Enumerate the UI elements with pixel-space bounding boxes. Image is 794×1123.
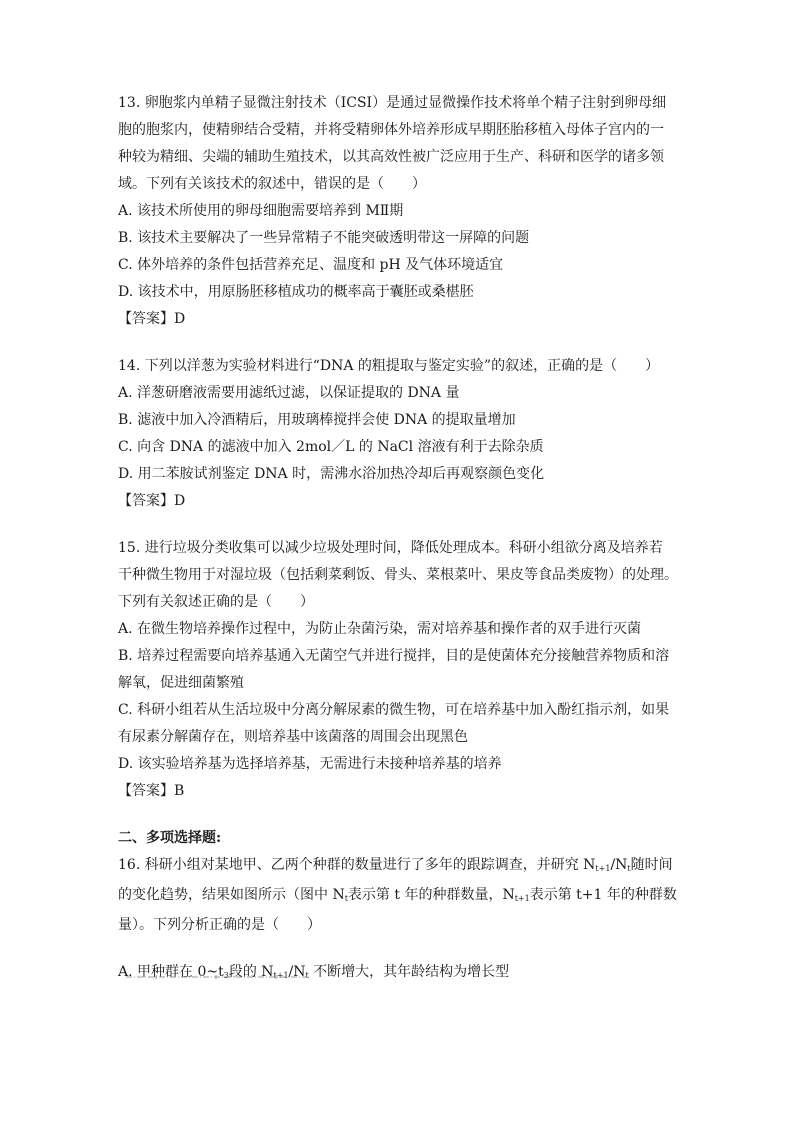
question-16-stem-line-3: 量）。下列分析正确的是（ ） xyxy=(118,917,321,933)
question-15-stem-line-3: 下列有关叙述正确的是（ ） xyxy=(118,594,314,610)
text-run: 不断增大，其年龄结构为增长型 xyxy=(308,964,510,980)
question-13-stem-line-3: 种较为精细、尖端的辅助生殖技术，以其高效性被广泛应用于生产、科研和医学的诸多领 xyxy=(118,149,664,165)
text-run: 16. 科研小组对某地甲、乙两个种群的数量进行了多年的跟踪调查，并研究 N xyxy=(118,857,596,873)
question-15-stem-line-2: 干种微生物用于对湿垃圾（包括剩菜剩饭、骨头、菜根菜叶、果皮等食品类废物）的处理。 xyxy=(118,567,678,583)
question-14-option-d: D. 用二苯胺试剂鉴定 DNA 时，需沸水浴加热冷却后再观察颜色变化 xyxy=(118,466,545,482)
question-13 xyxy=(118,90,684,333)
text-run: 随时间 xyxy=(630,857,673,873)
text-run: 表示第 t+1 年的种群数 xyxy=(529,887,677,903)
question-14-answer: 【答案】D xyxy=(118,493,186,509)
text-run: 表示第 t 年的种群数量，N xyxy=(347,887,515,903)
question-13-option-d: D. 该技术中，用原肠胚移植成功的概率高于囊胚或桑椹胚 xyxy=(118,284,474,300)
question-14-stem-line-1: 14. 下列以洋葱为实验材料进行“DNA 的粗提取与鉴定实验”的叙述，正确的是（ ） xyxy=(118,358,660,374)
text-run: 的变化趋势，结果如图所示（图中 N xyxy=(118,887,345,903)
question-16 xyxy=(118,852,684,989)
collapsed-figure xyxy=(126,972,306,982)
question-14 xyxy=(118,353,684,515)
subscript: t+1 xyxy=(273,971,289,980)
text-run: /N xyxy=(610,857,628,873)
subscript: 3 xyxy=(223,971,229,980)
text-run: /N xyxy=(288,964,306,980)
question-16-stem-line-1 xyxy=(118,852,684,882)
question-16-stem-line-2 xyxy=(118,882,684,912)
question-14-option-c: C. 向含 DNA 的滤液中加入 2mol／L 的 NaCl 溶液有利于去除杂质 xyxy=(118,439,544,455)
question-15-answer: 【答案】B xyxy=(118,783,185,799)
question-13-option-a: A. 该技术所使用的卵母细胞需要培养到 MⅡ期 xyxy=(118,203,404,219)
spacer xyxy=(118,333,684,353)
figure-placeholder xyxy=(118,939,684,959)
document-content xyxy=(118,90,684,989)
question-13-stem-line-2: 胞的胞浆内，使精卵结合受精，并将受精卵体外培养形成早期胚胎移植入母体子宫内的一 xyxy=(118,122,664,138)
text-run: A. 甲种群在 0~t xyxy=(118,964,224,980)
question-15 xyxy=(118,535,684,805)
section-heading: 二、多项选择题: xyxy=(118,830,222,846)
question-15-option-a: A. 在微生物培养操作过程中，为防止杂菌污染，需对培养基和操作者的双手进行灭菌 xyxy=(118,621,642,637)
question-15-option-b-line-2: 解氧，促进细菌繁殖 xyxy=(118,675,244,691)
subscript: t+1 xyxy=(514,894,530,903)
question-14-option-b: B. 滤液中加入冷酒精后，用玻璃棒搅拌会使 DNA 的提取量增加 xyxy=(118,412,516,428)
question-13-option-c: C. 体外培养的条件包括营养充足、温度和 pH 及气体环境适宜 xyxy=(118,257,504,273)
spacer xyxy=(118,515,684,535)
question-13-option-b: B. 该技术主要解决了一些异常精子不能突破透明带这一屏障的问题 xyxy=(118,230,530,246)
subscript: t xyxy=(305,971,309,980)
question-14-option-a: A. 洋葱研磨液需要用滤纸过滤，以保证提取的 DNA 量 xyxy=(118,385,460,401)
subscript: t+1 xyxy=(595,864,611,873)
spacer xyxy=(118,805,684,825)
question-15-stem-line-1: 15. 进行垃圾分类收集可以减少垃圾处理时间，降低处理成本。科研小组欲分离及培养若 xyxy=(118,540,663,556)
question-13-answer: 【答案】D xyxy=(118,311,186,327)
question-15-option-d: D. 该实验培养基为选择培养基，无需进行未接种培养基的培养 xyxy=(118,756,502,772)
question-15-option-c-line-1: C. 科研小组若从生活垃圾中分离分解尿素的微生物，可在培养基中加入酚红指示剂，如果 xyxy=(118,702,670,718)
question-13-stem-line-1: 13. 卵胞浆内单精子显微注射技术（ICSI）是通过显微操作技术将单个精子注射到卵母细 xyxy=(118,95,667,111)
question-15-option-b-line-1: B. 培养过程需要向培养基通入无菌空气并进行搅拌，目的是使菌体充分接触营养物质和溶 xyxy=(118,648,670,664)
question-13-stem-line-4: 域。下列有关该技术的叙述中，错误的是（ ） xyxy=(118,176,426,192)
subscript: t xyxy=(344,894,348,903)
text-run: 段的 N xyxy=(228,964,274,980)
subscript: t xyxy=(627,864,631,873)
question-15-option-c-line-2: 有尿素分解菌存在，则培养基中该菌落的周围会出现黑色 xyxy=(118,729,468,745)
